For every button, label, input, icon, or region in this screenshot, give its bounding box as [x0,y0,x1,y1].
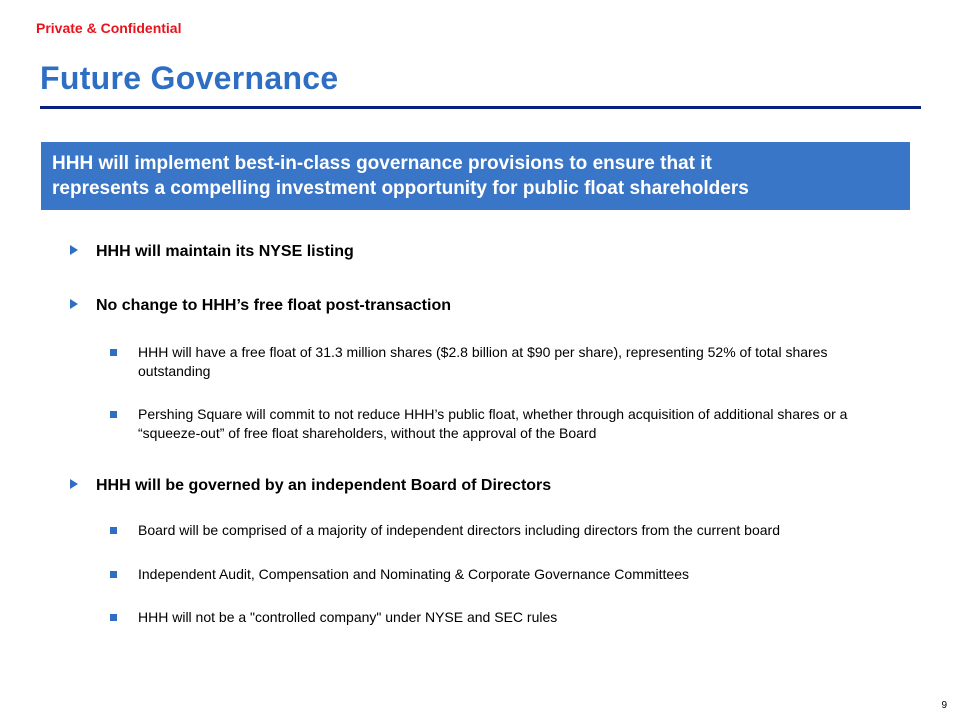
triangle-bullet-icon [70,245,78,255]
bullet-text: HHH will maintain its NYSE listing [96,243,354,260]
sub-bullet-text: Pershing Square will commit to not reduce HHH’s public float, whether through acquisition of additional shares or a “squeeze-out” of free float shareholders, without the approval of the Board [138,406,848,441]
sub-bullet-text: Board will be comprised of a majority of independent directors including directors from the current board [138,522,780,538]
summary-banner [41,142,910,210]
triangle-bullet-icon [70,479,78,489]
bullet-text: No change to HHH’s free float post-transaction [96,297,451,314]
triangle-bullet-icon [70,299,78,309]
square-bullet-icon [110,571,117,578]
title-divider [40,106,921,109]
confidential-label: Private & Confidential [36,20,182,36]
sub-bullet-text: HHH will have a free float of 31.3 million shares ($2.8 billion at $90 per share), representing 52% of total shares outstanding [138,344,828,379]
sub-bullet-text: Independent Audit, Compensation and Nominating & Corporate Governance Committees [138,566,689,582]
square-bullet-icon [110,411,117,418]
banner-line-2: represents a compelling investment opportunity for public float shareholders [52,178,749,199]
bullet-text: HHH will be governed by an independent Board of Directors [96,477,552,494]
square-bullet-icon [110,614,117,621]
page-title: Future Governance [40,60,339,96]
banner-line-1: HHH will implement best-in-class governance provisions to ensure that it [52,153,712,174]
sub-bullet-text: HHH will not be a "controlled company" under NYSE and SEC rules [138,609,558,625]
square-bullet-icon [110,527,117,534]
square-bullet-icon [110,349,117,356]
page-number: 9 [941,700,947,711]
